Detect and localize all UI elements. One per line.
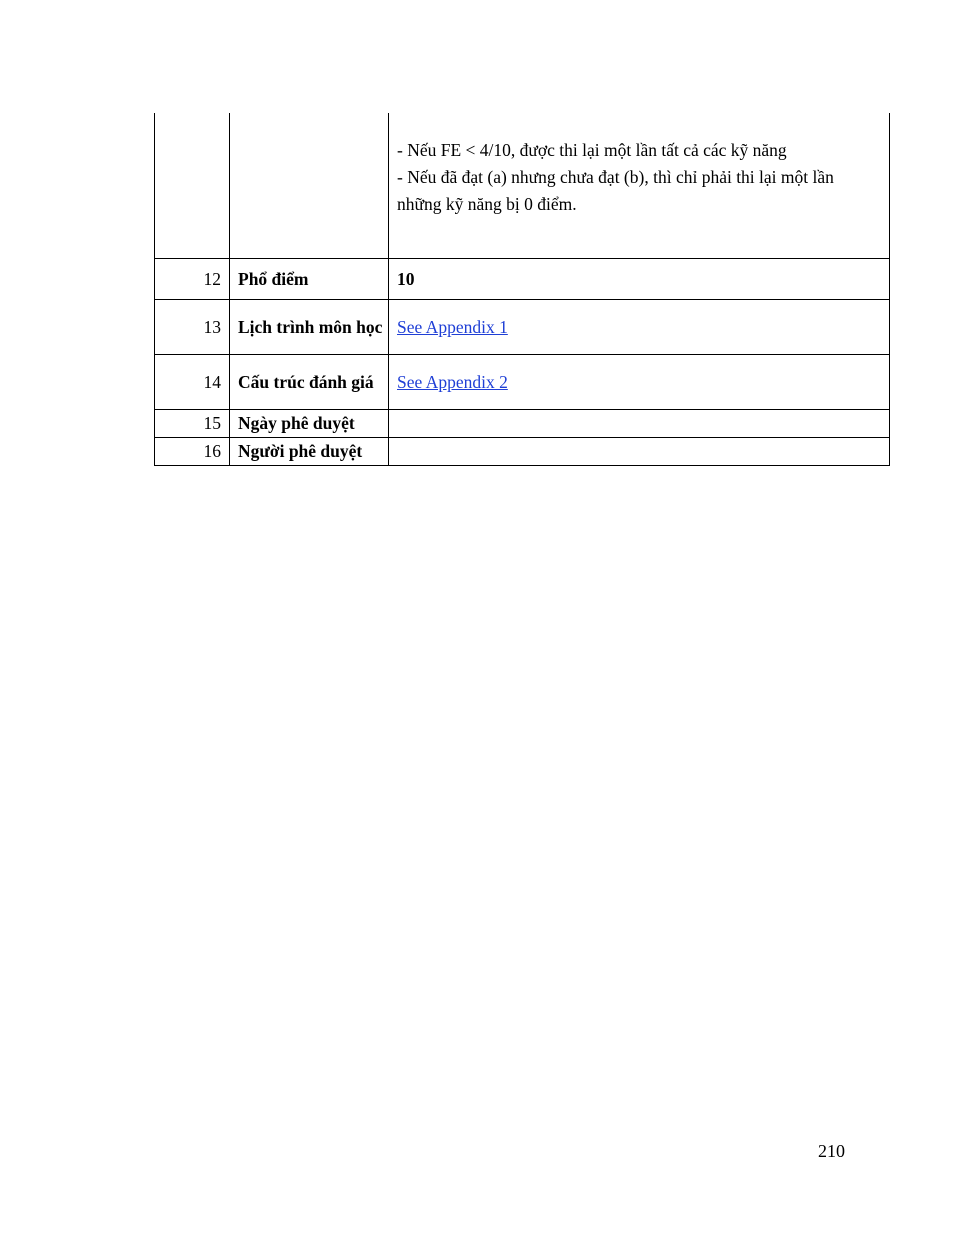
row-number: 13 [155, 300, 230, 355]
approval-date-value [389, 410, 890, 438]
retake-rule-line-3: những kỹ năng bị 0 điểm. [397, 194, 577, 214]
row-label [230, 113, 389, 259]
assessment-structure-cell [389, 355, 890, 410]
row-label: Cấu trúc đánh giá [230, 355, 389, 410]
syllabus-table [154, 113, 890, 466]
table-row-assessment-structure [155, 355, 890, 410]
row-number: 12 [155, 259, 230, 300]
table-row-grading-scale [155, 259, 890, 300]
table-row-retake-rules [155, 113, 890, 259]
approver-value [389, 438, 890, 466]
retake-rules-cell [389, 113, 890, 259]
retake-rule-line-1: - Nếu FE < 4/10, được thi lại một lần tất cả các kỹ năng [397, 140, 787, 160]
row-label: Lịch trình môn học [230, 300, 389, 355]
row-number: 15 [155, 410, 230, 438]
table-row-approval-date [155, 410, 890, 438]
course-schedule-cell [389, 300, 890, 355]
row-number [155, 113, 230, 259]
table-row-course-schedule [155, 300, 890, 355]
appendix-2-link[interactable]: See Appendix 2 [397, 371, 508, 392]
row-label: Phổ điểm [230, 259, 389, 300]
table-row-approver [155, 438, 890, 466]
retake-rule-line-2: - Nếu đã đạt (a) nhưng chưa đạt (b), thì chỉ phải thi lại một lần [397, 167, 834, 187]
row-label: Ngày phê duyệt [230, 410, 389, 438]
grading-scale-value: 10 [389, 259, 890, 300]
row-number: 14 [155, 355, 230, 410]
row-label: Người phê duyệt [230, 438, 389, 466]
page-number: 210 [818, 1141, 845, 1161]
row-number: 16 [155, 438, 230, 466]
appendix-1-link[interactable]: See Appendix 1 [397, 316, 508, 337]
